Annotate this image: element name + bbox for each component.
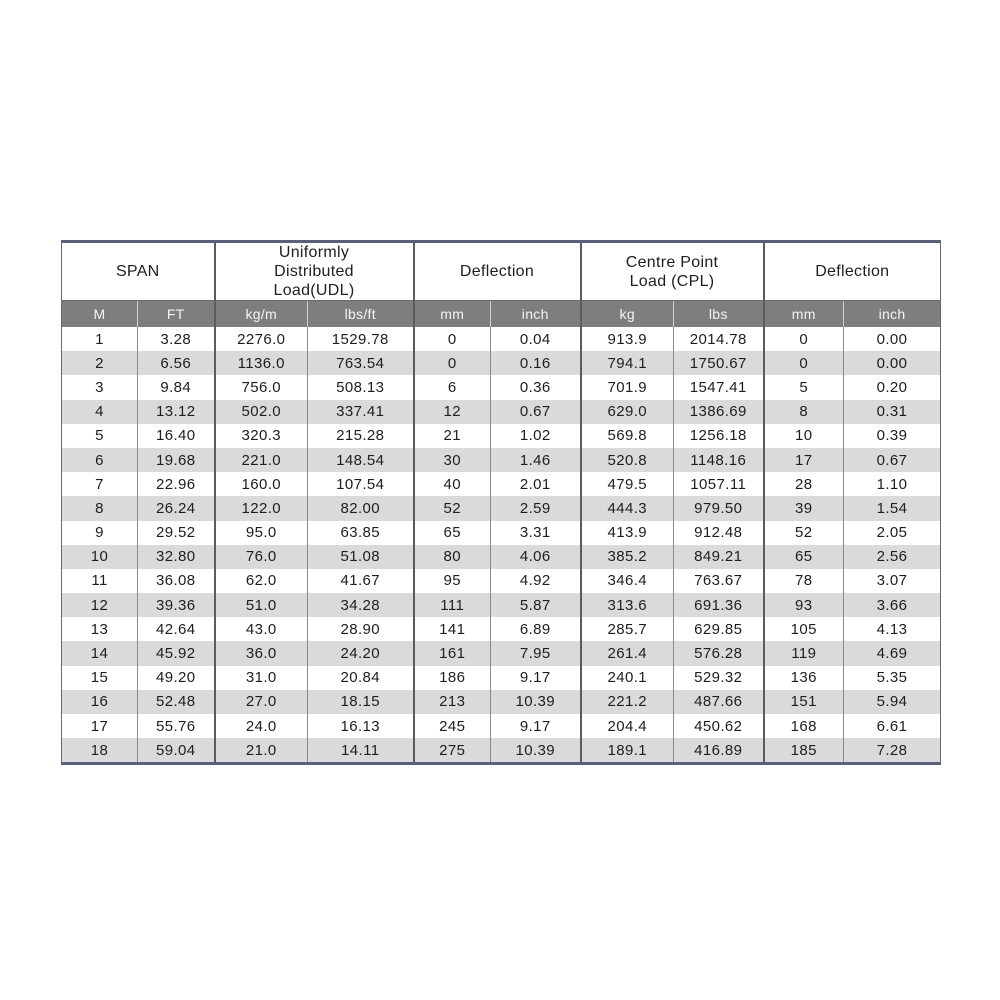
cell-cpl-deflection-mm: 5 [764, 375, 844, 399]
cell-span-ft: 55.76 [138, 714, 215, 738]
cell-udl-deflection-mm: 21 [414, 424, 491, 448]
cell-cpl-kg: 794.1 [581, 351, 674, 375]
cell-span-m: 10 [62, 545, 138, 569]
cell-cpl-kg: 569.8 [581, 424, 674, 448]
cell-cpl-lbs: 416.89 [674, 738, 764, 764]
cell-udl-deflection-inch: 4.92 [491, 569, 581, 593]
cell-cpl-deflection-mm: 10 [764, 424, 844, 448]
cell-cpl-deflection-inch: 5.35 [844, 666, 941, 690]
cell-cpl-deflection-inch: 2.56 [844, 545, 941, 569]
cell-cpl-deflection-mm: 151 [764, 690, 844, 714]
cell-cpl-lbs: 912.48 [674, 521, 764, 545]
table-row [62, 351, 941, 375]
cell-span-ft: 9.84 [138, 375, 215, 399]
cell-udl-lbs-ft: 24.20 [308, 641, 414, 665]
cell-udl-deflection-inch: 10.39 [491, 738, 581, 764]
cell-cpl-deflection-inch: 0.20 [844, 375, 941, 399]
cell-udl-deflection-mm: 213 [414, 690, 491, 714]
cell-udl-lbs-ft: 18.15 [308, 690, 414, 714]
cell-udl-deflection-mm: 245 [414, 714, 491, 738]
cell-span-ft: 6.56 [138, 351, 215, 375]
cell-udl-deflection-mm: 12 [414, 400, 491, 424]
cell-udl-kg-m: 320.3 [215, 424, 308, 448]
table-row [62, 593, 941, 617]
cell-cpl-kg: 346.4 [581, 569, 674, 593]
cell-udl-kg-m: 95.0 [215, 521, 308, 545]
table-row [62, 521, 941, 545]
cell-udl-deflection-inch: 1.46 [491, 448, 581, 472]
cell-span-ft: 22.96 [138, 472, 215, 496]
cell-udl-lbs-ft: 82.00 [308, 496, 414, 520]
cell-cpl-kg: 444.3 [581, 496, 674, 520]
cell-udl-lbs-ft: 28.90 [308, 617, 414, 641]
cell-span-ft: 42.64 [138, 617, 215, 641]
cell-cpl-lbs: 1148.16 [674, 448, 764, 472]
cell-cpl-kg: 313.6 [581, 593, 674, 617]
cell-udl-deflection-mm: 80 [414, 545, 491, 569]
unit-header-inch: inch [491, 301, 581, 328]
cell-udl-kg-m: 62.0 [215, 569, 308, 593]
cell-span-m: 4 [62, 400, 138, 424]
load-table-container [61, 240, 940, 765]
cell-span-ft: 45.92 [138, 641, 215, 665]
cell-span-m: 11 [62, 569, 138, 593]
cell-cpl-deflection-mm: 78 [764, 569, 844, 593]
cell-cpl-deflection-mm: 65 [764, 545, 844, 569]
cell-cpl-lbs: 629.85 [674, 617, 764, 641]
cell-span-ft: 13.12 [138, 400, 215, 424]
cell-udl-kg-m: 27.0 [215, 690, 308, 714]
cell-cpl-lbs: 1547.41 [674, 375, 764, 399]
cell-cpl-lbs: 691.36 [674, 593, 764, 617]
header-udl-deflection: Deflection [414, 242, 581, 301]
cell-udl-kg-m: 221.0 [215, 448, 308, 472]
table-row [62, 496, 941, 520]
unit-header-kg: kg [581, 301, 674, 328]
cell-udl-lbs-ft: 14.11 [308, 738, 414, 764]
cell-cpl-deflection-inch: 3.07 [844, 569, 941, 593]
cell-cpl-lbs: 2014.78 [674, 327, 764, 351]
header-udl: Uniformly Distributed Load(UDL) [215, 242, 414, 301]
cell-span-m: 8 [62, 496, 138, 520]
cell-udl-deflection-inch: 0.04 [491, 327, 581, 351]
table-row [62, 641, 941, 665]
cell-udl-lbs-ft: 1529.78 [308, 327, 414, 351]
cell-span-m: 16 [62, 690, 138, 714]
cell-cpl-deflection-mm: 93 [764, 593, 844, 617]
cell-udl-deflection-inch: 2.01 [491, 472, 581, 496]
cell-udl-deflection-mm: 6 [414, 375, 491, 399]
cell-udl-lbs-ft: 34.28 [308, 593, 414, 617]
cell-cpl-lbs: 487.66 [674, 690, 764, 714]
cell-cpl-deflection-inch: 4.13 [844, 617, 941, 641]
cell-udl-deflection-mm: 95 [414, 569, 491, 593]
cell-span-m: 14 [62, 641, 138, 665]
cell-cpl-kg: 221.2 [581, 690, 674, 714]
cell-cpl-deflection-mm: 105 [764, 617, 844, 641]
table-row [62, 690, 941, 714]
cell-cpl-deflection-inch: 3.66 [844, 593, 941, 617]
cell-span-ft: 36.08 [138, 569, 215, 593]
cell-cpl-lbs: 1750.67 [674, 351, 764, 375]
cell-span-m: 9 [62, 521, 138, 545]
table-row [62, 375, 941, 399]
header-cpl-deflection: Deflection [764, 242, 941, 301]
cell-udl-deflection-inch: 10.39 [491, 690, 581, 714]
cell-cpl-kg: 189.1 [581, 738, 674, 764]
cell-span-m: 2 [62, 351, 138, 375]
table-row [62, 448, 941, 472]
cell-span-m: 6 [62, 448, 138, 472]
cell-cpl-lbs: 529.32 [674, 666, 764, 690]
cell-cpl-lbs: 763.67 [674, 569, 764, 593]
cell-span-ft: 52.48 [138, 690, 215, 714]
header-span: SPAN [62, 242, 215, 301]
cell-udl-deflection-mm: 186 [414, 666, 491, 690]
cell-cpl-deflection-mm: 168 [764, 714, 844, 738]
cell-udl-deflection-inch: 2.59 [491, 496, 581, 520]
cell-cpl-deflection-inch: 2.05 [844, 521, 941, 545]
cell-cpl-deflection-inch: 1.54 [844, 496, 941, 520]
cell-cpl-deflection-mm: 8 [764, 400, 844, 424]
table-row [62, 545, 941, 569]
cell-udl-deflection-mm: 141 [414, 617, 491, 641]
cell-cpl-deflection-inch: 1.10 [844, 472, 941, 496]
table-row [62, 424, 941, 448]
cell-cpl-deflection-mm: 28 [764, 472, 844, 496]
cell-udl-deflection-inch: 0.16 [491, 351, 581, 375]
cell-cpl-deflection-mm: 0 [764, 351, 844, 375]
cell-cpl-deflection-mm: 119 [764, 641, 844, 665]
cell-span-ft: 32.80 [138, 545, 215, 569]
cell-cpl-deflection-mm: 0 [764, 327, 844, 351]
cell-udl-kg-m: 1136.0 [215, 351, 308, 375]
cell-udl-deflection-inch: 5.87 [491, 593, 581, 617]
table-row [62, 617, 941, 641]
cell-cpl-deflection-mm: 39 [764, 496, 844, 520]
cell-udl-deflection-mm: 275 [414, 738, 491, 764]
table-row [62, 400, 941, 424]
cell-span-m: 12 [62, 593, 138, 617]
cell-udl-kg-m: 122.0 [215, 496, 308, 520]
cell-cpl-deflection-inch: 0.00 [844, 327, 941, 351]
cell-span-m: 5 [62, 424, 138, 448]
cell-span-m: 1 [62, 327, 138, 351]
header-cpl: Centre Point Load (CPL) [581, 242, 764, 301]
cell-cpl-kg: 913.9 [581, 327, 674, 351]
cell-udl-kg-m: 51.0 [215, 593, 308, 617]
cell-cpl-lbs: 1386.69 [674, 400, 764, 424]
cell-udl-lbs-ft: 63.85 [308, 521, 414, 545]
cell-cpl-kg: 479.5 [581, 472, 674, 496]
load-table [61, 240, 941, 765]
cell-udl-lbs-ft: 20.84 [308, 666, 414, 690]
cell-udl-kg-m: 36.0 [215, 641, 308, 665]
cell-udl-kg-m: 21.0 [215, 738, 308, 764]
cell-span-ft: 59.04 [138, 738, 215, 764]
cell-cpl-lbs: 1057.11 [674, 472, 764, 496]
cell-span-ft: 26.24 [138, 496, 215, 520]
cell-udl-deflection-inch: 7.95 [491, 641, 581, 665]
cell-udl-deflection-inch: 4.06 [491, 545, 581, 569]
cell-udl-kg-m: 24.0 [215, 714, 308, 738]
cell-span-m: 17 [62, 714, 138, 738]
unit-header-kg-m: kg/m [215, 301, 308, 328]
cell-udl-deflection-mm: 0 [414, 351, 491, 375]
unit-header-inch-cpl: inch [844, 301, 941, 328]
cell-cpl-lbs: 576.28 [674, 641, 764, 665]
cell-udl-deflection-mm: 52 [414, 496, 491, 520]
group-header-row [62, 242, 941, 301]
cell-cpl-deflection-inch: 5.94 [844, 690, 941, 714]
cell-cpl-kg: 261.4 [581, 641, 674, 665]
cell-cpl-deflection-inch: 0.39 [844, 424, 941, 448]
cell-udl-lbs-ft: 215.28 [308, 424, 414, 448]
table-row [62, 327, 941, 351]
cell-cpl-lbs: 450.62 [674, 714, 764, 738]
cell-span-ft: 16.40 [138, 424, 215, 448]
cell-cpl-kg: 413.9 [581, 521, 674, 545]
cell-cpl-kg: 285.7 [581, 617, 674, 641]
cell-udl-deflection-mm: 30 [414, 448, 491, 472]
cell-span-m: 7 [62, 472, 138, 496]
cell-udl-deflection-inch: 3.31 [491, 521, 581, 545]
cell-cpl-lbs: 979.50 [674, 496, 764, 520]
cell-udl-deflection-inch: 0.67 [491, 400, 581, 424]
table-row [62, 714, 941, 738]
cell-span-ft: 19.68 [138, 448, 215, 472]
cell-udl-kg-m: 756.0 [215, 375, 308, 399]
table-body [62, 327, 941, 764]
cell-span-m: 3 [62, 375, 138, 399]
cell-udl-kg-m: 502.0 [215, 400, 308, 424]
cell-udl-kg-m: 2276.0 [215, 327, 308, 351]
cell-udl-kg-m: 31.0 [215, 666, 308, 690]
cell-udl-deflection-mm: 0 [414, 327, 491, 351]
unit-header-lbs-ft: lbs/ft [308, 301, 414, 328]
cell-span-m: 15 [62, 666, 138, 690]
cell-cpl-deflection-inch: 0.00 [844, 351, 941, 375]
table-row [62, 569, 941, 593]
unit-header-lbs: lbs [674, 301, 764, 328]
cell-cpl-kg: 385.2 [581, 545, 674, 569]
cell-cpl-lbs: 849.21 [674, 545, 764, 569]
cell-cpl-deflection-inch: 4.69 [844, 641, 941, 665]
cell-udl-lbs-ft: 337.41 [308, 400, 414, 424]
cell-udl-deflection-mm: 161 [414, 641, 491, 665]
cell-udl-lbs-ft: 16.13 [308, 714, 414, 738]
cell-span-ft: 3.28 [138, 327, 215, 351]
cell-cpl-deflection-mm: 17 [764, 448, 844, 472]
cell-udl-deflection-inch: 9.17 [491, 714, 581, 738]
unit-header-row [62, 301, 941, 328]
cell-cpl-kg: 520.8 [581, 448, 674, 472]
cell-cpl-kg: 204.4 [581, 714, 674, 738]
cell-udl-deflection-mm: 65 [414, 521, 491, 545]
cell-udl-deflection-inch: 9.17 [491, 666, 581, 690]
cell-udl-kg-m: 160.0 [215, 472, 308, 496]
cell-udl-lbs-ft: 763.54 [308, 351, 414, 375]
cell-udl-kg-m: 76.0 [215, 545, 308, 569]
cell-cpl-lbs: 1256.18 [674, 424, 764, 448]
cell-udl-lbs-ft: 51.08 [308, 545, 414, 569]
cell-cpl-deflection-mm: 136 [764, 666, 844, 690]
cell-udl-lbs-ft: 148.54 [308, 448, 414, 472]
cell-cpl-deflection-mm: 185 [764, 738, 844, 764]
table-row [62, 472, 941, 496]
cell-cpl-deflection-inch: 7.28 [844, 738, 941, 764]
cell-cpl-deflection-inch: 0.67 [844, 448, 941, 472]
cell-span-ft: 49.20 [138, 666, 215, 690]
cell-udl-deflection-mm: 40 [414, 472, 491, 496]
unit-header-m: M [62, 301, 138, 328]
cell-udl-kg-m: 43.0 [215, 617, 308, 641]
cell-cpl-deflection-mm: 52 [764, 521, 844, 545]
cell-udl-lbs-ft: 41.67 [308, 569, 414, 593]
cell-span-m: 18 [62, 738, 138, 764]
cell-udl-deflection-inch: 0.36 [491, 375, 581, 399]
cell-udl-deflection-inch: 1.02 [491, 424, 581, 448]
cell-cpl-kg: 240.1 [581, 666, 674, 690]
cell-cpl-kg: 701.9 [581, 375, 674, 399]
cell-span-ft: 39.36 [138, 593, 215, 617]
unit-header-mm: mm [414, 301, 491, 328]
table-row [62, 666, 941, 690]
unit-header-mm-cpl: mm [764, 301, 844, 328]
cell-cpl-deflection-inch: 6.61 [844, 714, 941, 738]
cell-udl-lbs-ft: 107.54 [308, 472, 414, 496]
cell-cpl-kg: 629.0 [581, 400, 674, 424]
cell-span-ft: 29.52 [138, 521, 215, 545]
cell-udl-deflection-inch: 6.89 [491, 617, 581, 641]
cell-udl-deflection-mm: 111 [414, 593, 491, 617]
unit-header-ft: FT [138, 301, 215, 328]
cell-udl-lbs-ft: 508.13 [308, 375, 414, 399]
table-row [62, 738, 941, 764]
cell-span-m: 13 [62, 617, 138, 641]
cell-cpl-deflection-inch: 0.31 [844, 400, 941, 424]
